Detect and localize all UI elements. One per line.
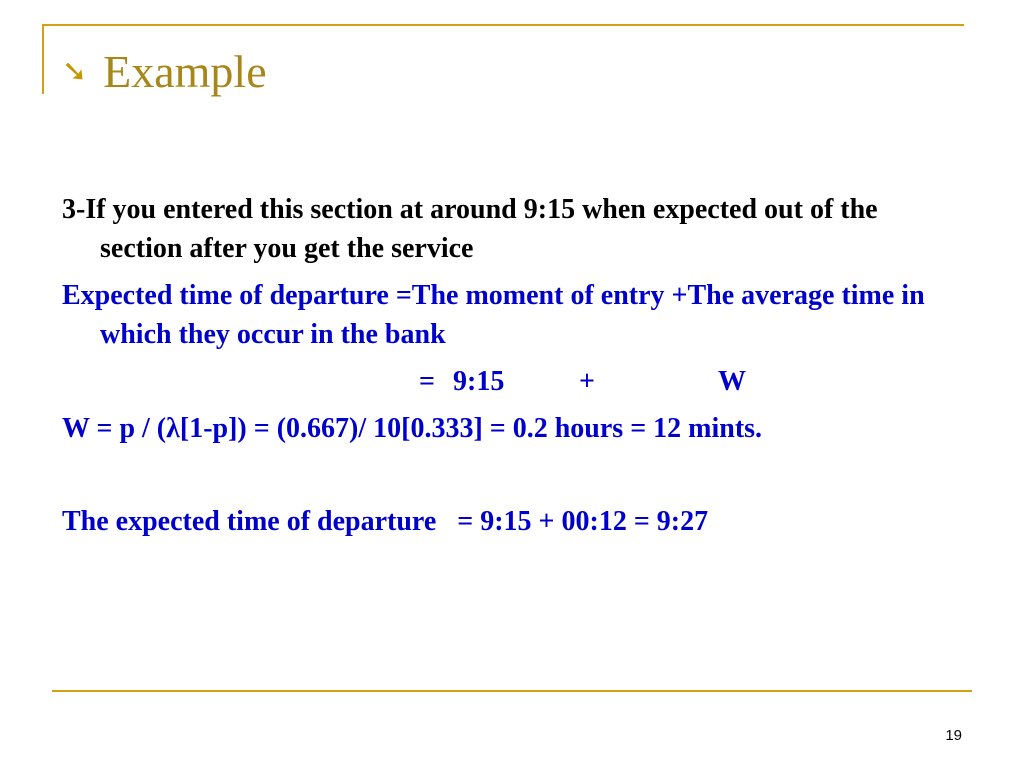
slide-body	[62, 190, 962, 549]
header-frame-left-rule	[42, 24, 44, 94]
formula-text: Expected time of departure =The moment of entry +The average time in which they occur in the bank	[62, 280, 925, 350]
slide-title: Example	[103, 46, 267, 97]
slide-title-row	[62, 42, 267, 102]
page-number: 19	[945, 727, 962, 744]
arrow-down-right-icon: ➘	[62, 54, 88, 89]
header-frame-top-rule	[42, 24, 964, 26]
footer-rule	[52, 690, 972, 692]
substitution-plus: +	[579, 366, 595, 397]
result-text: The expected time of departure = 9:15 + 00:12 = 9:27	[62, 506, 709, 537]
substitution-w: W	[718, 366, 746, 397]
substitution-equals: =	[419, 366, 435, 397]
substitution-entry-time: 9:15	[453, 366, 505, 397]
w-calculation-text: W = p / (λ[1-p]) = (0.667)/ 10[0.333] = 0.2 hours = 12 mints.	[62, 413, 763, 444]
substitution-line	[62, 362, 962, 401]
spacer	[62, 456, 962, 502]
question-text: 3-If you entered this section at around 9:15 when expected out of the section after you get the service	[62, 194, 878, 264]
